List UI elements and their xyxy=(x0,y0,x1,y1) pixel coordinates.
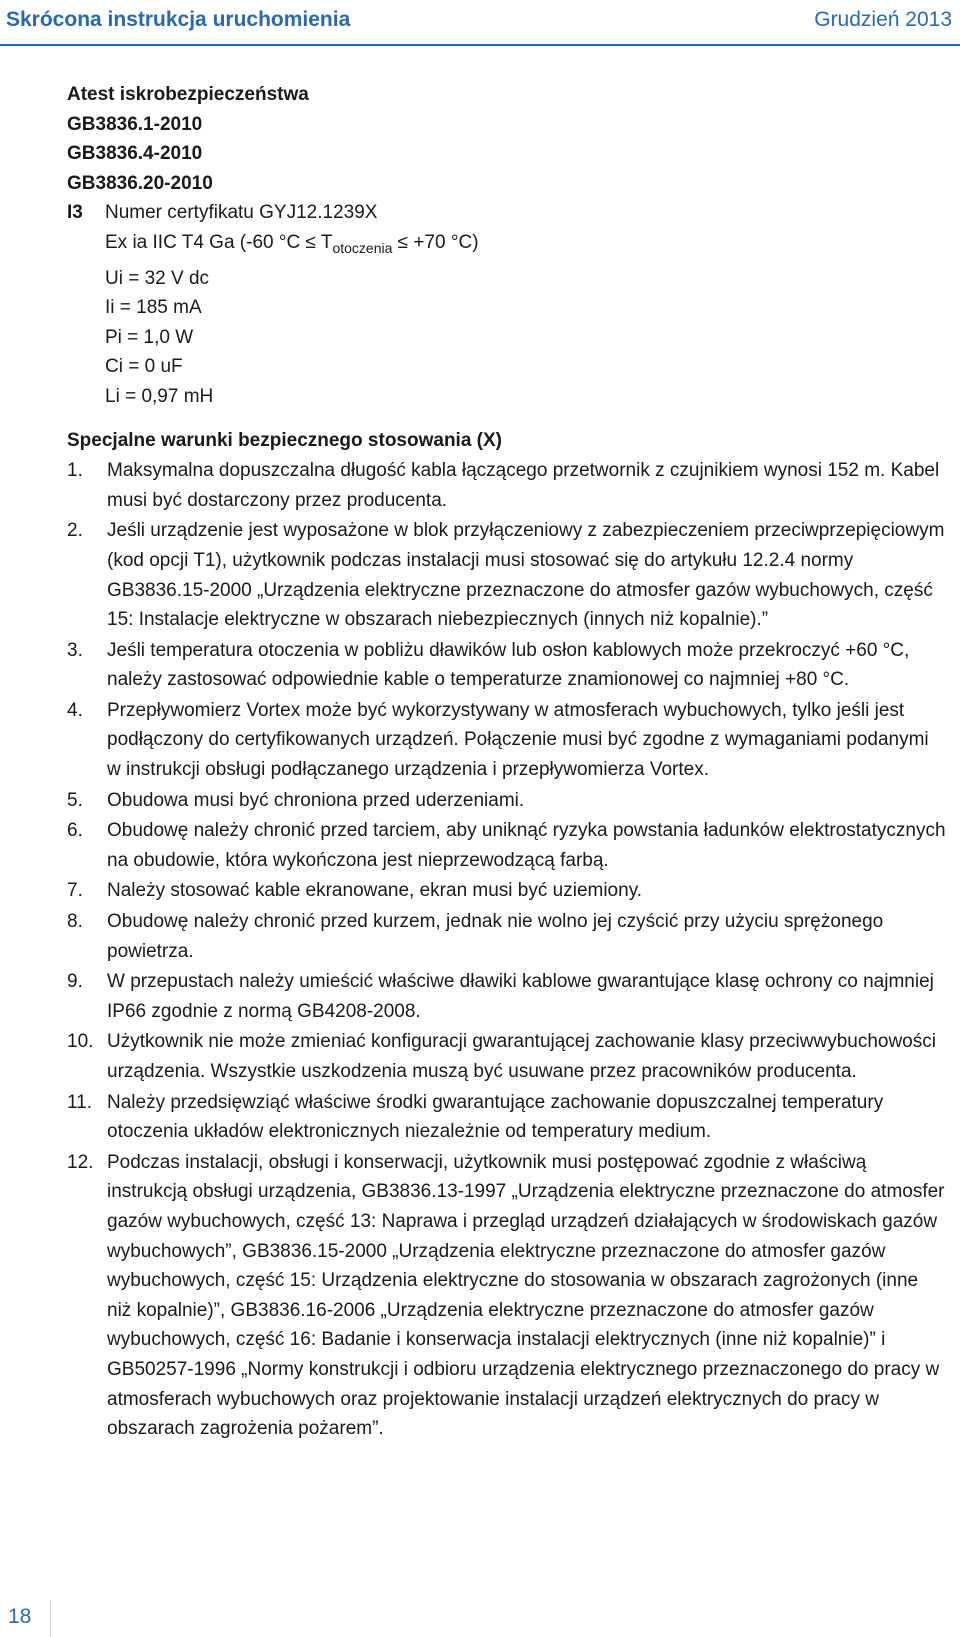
list-item xyxy=(67,456,947,515)
list-item-number: 9. xyxy=(67,971,83,993)
certificate-details xyxy=(105,198,479,411)
page-number: 18 xyxy=(8,1605,32,1628)
list-item xyxy=(67,786,947,816)
list-item-number: 5. xyxy=(67,789,83,811)
list-item-text: Przepływomierz Vortex może być wykorzystywany w atmosferach wybuchowych, tylko jeśli jest podłączony do certyfikowanych urządzeń. Połączenie musi być zgodne z wymaganiami podanymi w instrukcji obsługi podłączanego urządzenia i przepływomierza Vortex. xyxy=(107,699,929,781)
param-li: Li = 0,97 mH xyxy=(105,385,214,407)
certificate-block xyxy=(67,198,947,411)
ex-marking-subscript: otoczenia xyxy=(332,239,393,256)
certificate-label: I3 xyxy=(67,202,83,224)
list-item-text: Należy stosować kable ekranowane, ekran musi być uziemiony. xyxy=(107,880,643,902)
list-item-text: Podczas instalacji, obsługi i konserwacji, użytkownik musi postępować zgodnie z właściwą instrukcją obsługi urządzenia, GB3836.13-1997 „Urządzenia elektryczne przeznaczone do atmosfer gazów wybuchowych, część 13: Naprawa i przegląd urządzeń działających w środowiskach gazów wybuchowych”, GB3836.15-2000 „Urządzenia elektryczne przeznaczone do atmosfer gazów wybuchowych, część 15: Urządzenia elektryczne do stosowania w obszarach zagrożonych (inne niż kopalnie)”, GB3836.16-2006 „Urządzenia elektryczne przeznaczone do atmosfer gazów wybuchowych, część 16: Badanie i konserwacja instalacji elektrycznych (inne niż kopalnie)” i GB50257-1996 „Normy konstrukcji i odbioru urządzenia elektrycznego przeznaczonego do pracy w atmosferach wybuchowych oraz projektowanie instalacji urządzeń elektrycznych do pracy w obszarach zagrożenia pożarem”. xyxy=(107,1151,945,1440)
list-item-number: 11. xyxy=(67,1091,93,1113)
header-divider xyxy=(0,44,960,46)
list-item-number: 2. xyxy=(67,520,83,542)
list-item-text: Obudowa musi być chroniona przed uderzeniami. xyxy=(107,789,525,811)
list-item xyxy=(67,907,947,966)
page-header xyxy=(0,0,960,46)
document-title: Skrócona instrukcja uruchomienia xyxy=(6,8,351,31)
list-item-number: 4. xyxy=(67,699,83,721)
ex-marking-prefix: Ex ia IIC T4 Ga (-60 °C ≤ T xyxy=(105,231,333,253)
param-ui: Ui = 32 V dc xyxy=(105,267,210,289)
list-item-number: 6. xyxy=(67,820,83,842)
param-ci: Ci = 0 uF xyxy=(105,356,183,378)
list-item-text: Jeśli temperatura otoczenia w pobliżu dławików lub osłon kablowych może przekroczyć +60 °C, należy zastosować odpowiednie kable o temperaturze znamionowej co najmniej +80 °C. xyxy=(107,639,910,691)
param-ii: Ii = 185 mA xyxy=(105,297,202,319)
standard-1: GB3836.1-2010 xyxy=(67,113,203,135)
ex-marking-suffix: ≤ +70 °C) xyxy=(392,231,479,253)
list-item xyxy=(67,696,947,785)
list-item-number: 3. xyxy=(67,639,83,661)
list-item-text: Obudowę należy chronić przed kurzem, jednak nie wolno jej czyścić przy użyciu sprężonego powietrza. xyxy=(107,911,884,962)
list-item-number: 1. xyxy=(67,460,83,482)
list-item xyxy=(67,1088,947,1147)
param-pi: Pi = 1,0 W xyxy=(105,326,194,348)
standard-2: GB3836.4-2010 xyxy=(67,143,203,165)
list-item-text: Należy przedsięwziąć właściwe środki gwarantujące zachowanie dopuszczalnej temperatury otoczenia układów elektronicznych niezależnie od temperatury medium. xyxy=(107,1091,884,1143)
certificate-number: Numer certyfikatu GYJ12.1239X xyxy=(105,202,378,224)
document-date: Grudzień 2013 xyxy=(814,8,952,31)
list-item xyxy=(67,876,947,906)
ex-marking xyxy=(105,228,479,264)
list-item-number: 8. xyxy=(67,911,83,933)
footer-divider xyxy=(50,1600,51,1637)
list-item xyxy=(67,1027,947,1086)
list-item xyxy=(67,516,947,634)
list-item xyxy=(67,636,947,695)
list-item xyxy=(67,967,947,1026)
list-item xyxy=(67,1148,947,1444)
list-item-number: 10. xyxy=(67,1031,94,1053)
list-item-number: 7. xyxy=(67,880,83,902)
list-item-text: Jeśli urządzenie jest wyposażone w blok przyłączeniowy z zabezpieczeniem przeciwprzepięciowym (kod opcji T1), użytkownik podczas instalacji musi stosować się do artykułu 12.2.4 normy GB3836.15-2000 „Urządzenia elektryczne przeznaczone do atmosfer gazów wybuchowych, część 15: Instalacje elektryczne w obszarach niebezpiecznych (innych niż kopalnie).” xyxy=(107,520,945,631)
conditions-title: Specjalne warunki bezpiecznego stosowania (X) xyxy=(67,429,502,451)
certification-heading: Atest iskrobezpieczeństwa xyxy=(67,84,309,105)
list-item-text: Użytkownik nie może zmieniać konfiguracji gwarantującej zachowanie klasy przeciwwybuchowości urządzenia. Wszystkie uszkodzenia muszą być usuwane przez pracowników producenta. xyxy=(107,1031,936,1082)
list-item-text: Maksymalna dopuszczalna długość kabla łączącego przetwornik z czujnikiem wynosi 152 m. Kabel musi być dostarczony przez producenta. xyxy=(107,460,940,511)
list-item-text: W przepustach należy umieścić właściwe dławiki kablowe gwarantujące klasę ochrony co najmniej IP66 zgodnie z normą GB4208-2008. xyxy=(107,971,934,1022)
conditions-list xyxy=(67,456,947,1444)
page-content xyxy=(67,80,947,1444)
list-item xyxy=(67,816,947,875)
list-item-text: Obudowę należy chronić przed tarciem, aby uniknąć ryzyka powstania ładunków elektrostatycznych na obudowie, która wykończona jest nieprzewodzącą farbą. xyxy=(107,820,946,871)
list-item-number: 12. xyxy=(67,1151,94,1173)
standard-3: GB3836.20-2010 xyxy=(67,172,213,194)
